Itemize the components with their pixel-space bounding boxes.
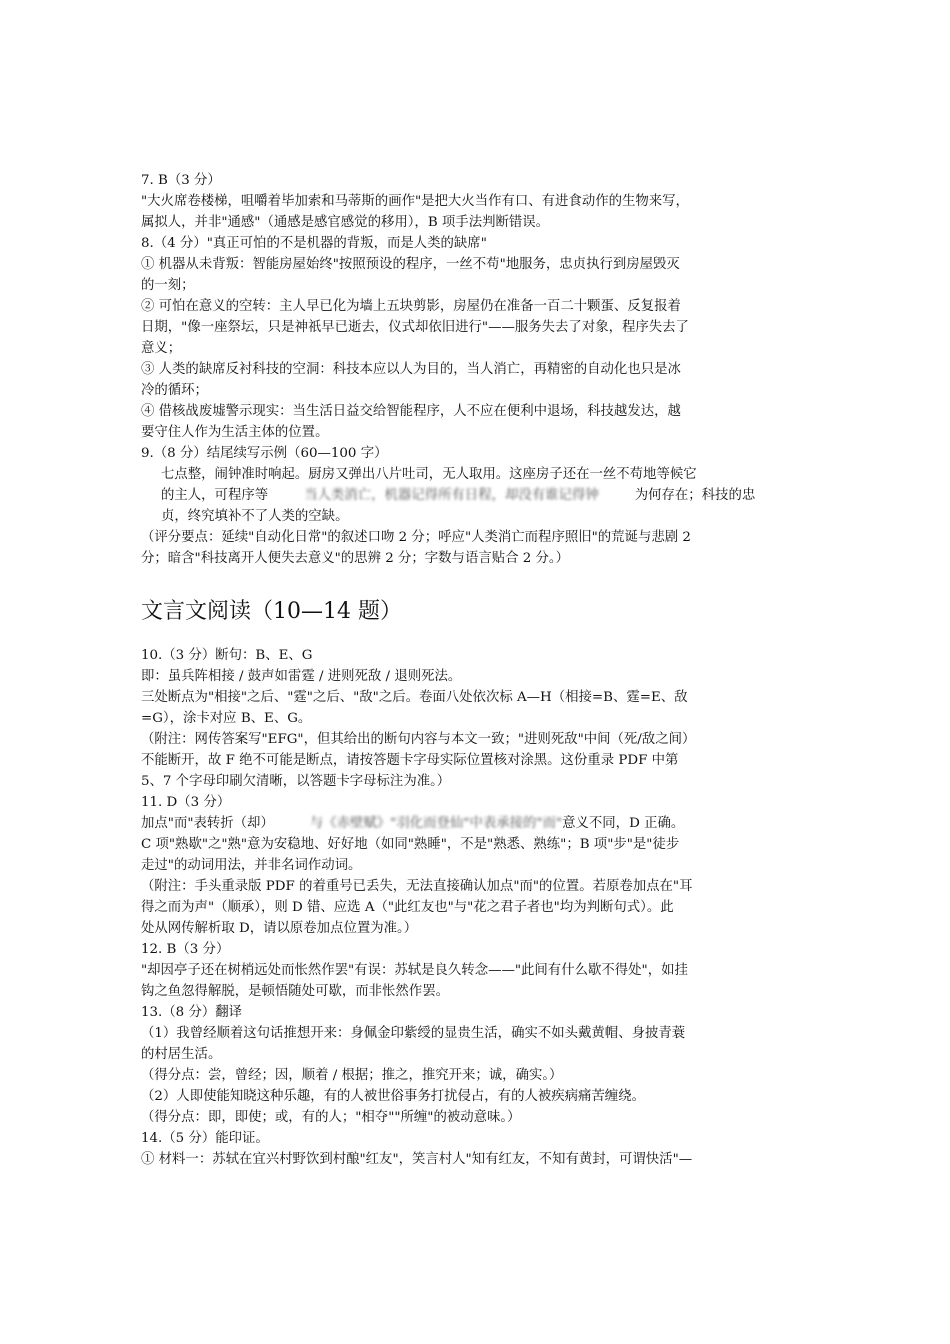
- scoring-notes: [141, 527, 813, 569]
- answer-line: 14.（5 分）能印证。: [141, 1131, 269, 1146]
- answer-line: 得之而为声"（顺承），则 D 错、应选 A（"此红友也"与"花之君子者也"均为判断句式）。此: [141, 900, 674, 915]
- answer-line: （得分点：即，即使；或，有的人；"相夺""所缠"的被动意味。）: [141, 1110, 521, 1125]
- answer-text: 加点"而"表转折（却）: [141, 816, 274, 831]
- answer-block-11-14: [141, 834, 813, 1170]
- answer-line: 13.（8 分）翻译: [141, 1005, 243, 1020]
- blurred-text: 与《赤壁赋》"羽化而登仙"中表承接的"而": [309, 816, 563, 831]
- answer-line: 意义；: [141, 341, 182, 356]
- answer-line: （附注：手头重录版 PDF 的着重号已丢失，无法直接确认加点"而"的位置。若原卷加点在"耳: [141, 879, 693, 894]
- answer-line: 分；暗含"科技离开人便失去意义"的思辨 2 分；字数与语言贴合 2 分。）: [141, 551, 570, 566]
- answer-document: [141, 170, 813, 1170]
- answer-line: 12. B（3 分）: [141, 942, 230, 957]
- answer-line: C 项"熟歇"之"熟"意为安稳地、好好地（如同"熟睡"，不是"熟悉、熟练"；B 项"步"是"徒步: [141, 837, 680, 852]
- answer-line: （评分要点：延续"自动化日常"的叙述口吻 2 分；呼应"人类消亡而程序照旧"的荒诞与悲剧 2: [141, 530, 691, 545]
- example-line: 贞，终究填补不了人类的空缺。: [161, 509, 349, 524]
- answer-text: 意义不同，D 正确。: [562, 816, 685, 831]
- answer-line: ① 材料一：苏轼在宜兴村野饮到村酿"红友"，笑言村人"知有红友，不知有黄封，可谓快活"—: [141, 1152, 693, 1167]
- answer-line: 要守住人作为生活主体的位置。: [141, 425, 329, 440]
- example-line: [141, 485, 813, 506]
- answer-line: （得分点：尝，曾经；因，顺着 / 根据；推之，推究开来；诚，确实。）: [141, 1068, 563, 1083]
- answer-line: 10.（3 分）断句：B、E、G: [141, 648, 313, 663]
- answer-line: 钩之鱼忽得解脱，是顿悟随处可歇，而非怅然作罢。: [141, 984, 449, 999]
- example-text: 为何存在；科技的忠: [634, 488, 756, 503]
- example-text: 的主人，可程序等: [161, 488, 269, 503]
- answer-line: "却因亭子还在树梢远处而怅然作罢"有误：苏轼是良久转念——"此间有什么歇不得处"，如挂: [141, 963, 688, 978]
- answer-line: 即：虽兵阵相接 / 鼓声如雷霆 / 进则死敌 / 退则死法。: [141, 669, 462, 684]
- answer-block-7-9: [141, 170, 813, 464]
- answer-line: 8.（4 分）"真正可怕的不是机器的背叛，而是人类的缺席": [141, 236, 487, 251]
- answer-line: 的一刻；: [141, 278, 195, 293]
- answer-line: 属拟人，并非"通感"（通感是感官感觉的移用），B 项手法判断错误。: [141, 215, 550, 230]
- answer-line: 不能断开，故 F 绝不可能是断点，请按答题卡字母实际位置核对涂黑。这份重录 PDF 中第: [141, 753, 679, 768]
- answer-line: =G），涂卡对应 B、E、G。: [141, 711, 312, 726]
- example-line: 七点整，闹钟准时响起。厨房又弹出八片吐司，无人取用。这座房子还在一丝不苟地等候它: [161, 467, 697, 482]
- answer-line: 7. B（3 分）: [141, 173, 221, 188]
- answer-line: ② 可怕在意义的空转：主人早已化为墙上五块剪影，房屋仍在准备一百二十颗蛋、反复报着: [141, 299, 681, 314]
- answer-line: [141, 813, 813, 834]
- answer-line: ③ 人类的缺席反衬科技的空洞：科技本应以人为目的，当人消亡，再精密的自动化也只是冰: [141, 362, 681, 377]
- answer-line: 日期，"像一座祭坛，只是神祇早已逝去，仪式却依旧进行"——服务失去了对象，程序失去了: [141, 320, 689, 335]
- answer-line: 9.（8 分）结尾续写示例（60—100 字）: [141, 446, 388, 461]
- answer-line: （附注：网传答案写"EFG"，但其给出的断句内容与本文一致；"进则死敌"中间（死/敌之间）: [141, 732, 696, 747]
- answer-line: （2）人即使能知晓这种乐趣，有的人被世俗事务打扰侵占，有的人被疾病痛苦缠绕。: [141, 1089, 645, 1104]
- answer-line: 冷的循环；: [141, 383, 208, 398]
- answer-line: ④ 借核战废墟警示现实：当生活日益交给智能程序，人不应在便利中退场，科技越发达，越: [141, 404, 681, 419]
- section-title: 文言文阅读（10—14 题）: [141, 599, 402, 624]
- answer-line: 处从网传解析取 D，请以原卷加点位置为准。）: [141, 921, 418, 936]
- answer-line: "大火席卷楼梯，咀嚼着毕加索和马蒂斯的画作"是把大火当作有口、有进食动作的生物来写，: [141, 194, 689, 209]
- answer-line: 11. D（3 分）: [141, 795, 231, 810]
- answer-block-10-11: [141, 645, 813, 813]
- answer-line: （1）我曾经顺着这句话推想开来：身佩金印紫绶的显贵生活，确实不如头戴黄帽、身披青蓑: [141, 1026, 686, 1041]
- answer-line: 走过"的动词用法，并非名词作动词。: [141, 858, 362, 873]
- answer-line: 三处断点为"相接"之后、"霆"之后、"敌"之后。卷面八处依次标 A—H（相接=B、霆=E、敌: [141, 690, 688, 705]
- answer-line: 的村居生活。: [141, 1047, 222, 1062]
- answer-line: 5、7 个字母印刷欠清晰，以答题卡字母标注为准。）: [141, 774, 451, 789]
- blurred-text: 当人类消亡，机器记得所有日程，却没有谁记得钟: [304, 488, 599, 503]
- answer-line: ① 机器从未背叛：智能房屋始终"按照预设的程序，一丝不苟"地服务，忠贞执行到房屋毁灭: [141, 257, 680, 272]
